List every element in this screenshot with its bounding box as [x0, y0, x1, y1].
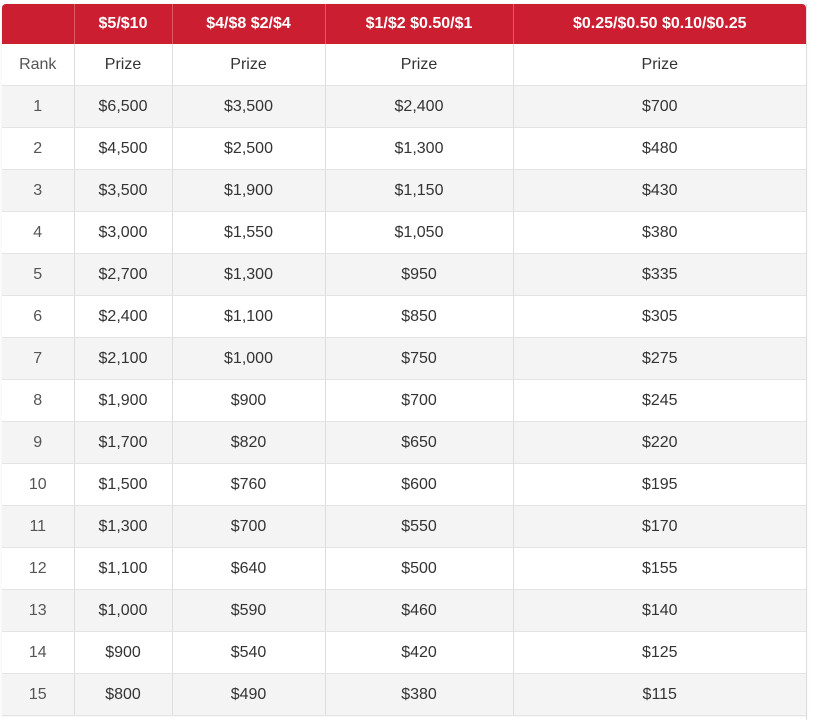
prize-cell-5-10: $1,500: [74, 464, 172, 506]
prize-column-header: Prize: [74, 44, 172, 86]
table-row: [2, 590, 806, 632]
table-row: [2, 506, 806, 548]
rank-column-header: Rank: [2, 44, 74, 86]
header-corner-cell: [2, 4, 74, 44]
prize-cell-025-050-010-025: $245: [513, 380, 806, 422]
rank-cell: 12: [2, 548, 74, 590]
table-row: [2, 548, 806, 590]
stakes-header-4-8-2-4: $4/$8 $2/$4: [172, 4, 325, 44]
rank-cell: 15: [2, 674, 74, 716]
prize-cell-5-10: $3,500: [74, 170, 172, 212]
rank-cell: 11: [2, 506, 74, 548]
table-row: [2, 212, 806, 254]
prize-cell-5-10: $2,700: [74, 254, 172, 296]
prize-cell-4-8-2-4: $1,900: [172, 170, 325, 212]
rank-cell: 8: [2, 380, 74, 422]
prize-cell-5-10: $4,500: [74, 128, 172, 170]
rank-cell: 2: [2, 128, 74, 170]
rank-cell: 1: [2, 86, 74, 128]
rank-cell: 3: [2, 170, 74, 212]
prize-cell-4-8-2-4: $820: [172, 422, 325, 464]
rank-cell: 4: [2, 212, 74, 254]
subheader-row: [2, 44, 806, 86]
prize-cell-1-2-050-1: $460: [325, 590, 513, 632]
prize-cell-1-2-050-1: $1,150: [325, 170, 513, 212]
table-row: [2, 128, 806, 170]
prize-cell-025-050-010-025: $380: [513, 212, 806, 254]
table-row: [2, 338, 806, 380]
prize-column-header: Prize: [325, 44, 513, 86]
prize-cell-1-2-050-1: $420: [325, 632, 513, 674]
prize-cell-4-8-2-4: $700: [172, 506, 325, 548]
prize-cell-5-10: $1,300: [74, 506, 172, 548]
table-row: [2, 254, 806, 296]
prize-cell-025-050-010-025: $305: [513, 296, 806, 338]
prize-cell-4-8-2-4: $640: [172, 548, 325, 590]
prize-cell-025-050-010-025: $430: [513, 170, 806, 212]
prize-cell-4-8-2-4: $900: [172, 380, 325, 422]
stakes-header-025-050-010-025: $0.25/$0.50 $0.10/$0.25: [513, 4, 806, 44]
stakes-header-row: [2, 4, 806, 44]
prize-cell-4-8-2-4: $1,000: [172, 338, 325, 380]
prize-cell-5-10: $800: [74, 674, 172, 716]
prize-cell-025-050-010-025: $700: [513, 86, 806, 128]
prize-cell-4-8-2-4: $2,500: [172, 128, 325, 170]
prize-cell-1-2-050-1: $1,300: [325, 128, 513, 170]
prize-cell-4-8-2-4: $1,300: [172, 254, 325, 296]
prize-cell-4-8-2-4: $1,100: [172, 296, 325, 338]
prize-cell-4-8-2-4: $3,500: [172, 86, 325, 128]
prize-cell-5-10: $3,000: [74, 212, 172, 254]
prize-column-header: Prize: [513, 44, 806, 86]
rank-cell: 7: [2, 338, 74, 380]
prize-cell-025-050-010-025: $125: [513, 632, 806, 674]
prize-table: [2, 4, 806, 716]
prize-cell-5-10: $1,000: [74, 590, 172, 632]
table-row: [2, 464, 806, 506]
prize-cell-1-2-050-1: $850: [325, 296, 513, 338]
stakes-header-1-2-050-1: $1/$2 $0.50/$1: [325, 4, 513, 44]
prize-cell-5-10: $1,100: [74, 548, 172, 590]
prize-cell-1-2-050-1: $2,400: [325, 86, 513, 128]
prize-cell-025-050-010-025: $335: [513, 254, 806, 296]
prize-cell-5-10: $1,700: [74, 422, 172, 464]
prize-cell-1-2-050-1: $500: [325, 548, 513, 590]
prize-cell-4-8-2-4: $490: [172, 674, 325, 716]
prize-cell-025-050-010-025: $140: [513, 590, 806, 632]
table-row: [2, 296, 806, 338]
table-row: [2, 674, 806, 716]
prize-cell-1-2-050-1: $650: [325, 422, 513, 464]
rank-cell: 14: [2, 632, 74, 674]
stakes-header-5-10: $5/$10: [74, 4, 172, 44]
prize-cell-025-050-010-025: $170: [513, 506, 806, 548]
table-row: [2, 170, 806, 212]
prize-cell-1-2-050-1: $950: [325, 254, 513, 296]
prize-cell-5-10: $900: [74, 632, 172, 674]
prize-cell-5-10: $6,500: [74, 86, 172, 128]
table-row: [2, 86, 806, 128]
prize-cell-4-8-2-4: $590: [172, 590, 325, 632]
rank-cell: 10: [2, 464, 74, 506]
prize-cell-4-8-2-4: $540: [172, 632, 325, 674]
prize-cell-025-050-010-025: $275: [513, 338, 806, 380]
prize-cell-5-10: $1,900: [74, 380, 172, 422]
prize-cell-4-8-2-4: $760: [172, 464, 325, 506]
prize-cell-1-2-050-1: $750: [325, 338, 513, 380]
prize-cell-025-050-010-025: $115: [513, 674, 806, 716]
prize-table-container: [2, 4, 806, 716]
prize-column-header: Prize: [172, 44, 325, 86]
prize-cell-025-050-010-025: $195: [513, 464, 806, 506]
prize-cell-1-2-050-1: $600: [325, 464, 513, 506]
rank-cell: 6: [2, 296, 74, 338]
rank-cell: 13: [2, 590, 74, 632]
prize-cell-1-2-050-1: $1,050: [325, 212, 513, 254]
table-row: [2, 422, 806, 464]
prize-cell-4-8-2-4: $1,550: [172, 212, 325, 254]
table-row: [2, 380, 806, 422]
table-row: [2, 632, 806, 674]
prize-cell-5-10: $2,400: [74, 296, 172, 338]
rank-cell: 5: [2, 254, 74, 296]
prize-cell-1-2-050-1: $700: [325, 380, 513, 422]
rank-cell: 9: [2, 422, 74, 464]
prize-cell-1-2-050-1: $380: [325, 674, 513, 716]
prize-cell-025-050-010-025: $480: [513, 128, 806, 170]
prize-cell-025-050-010-025: $220: [513, 422, 806, 464]
prize-cell-1-2-050-1: $550: [325, 506, 513, 548]
prize-cell-5-10: $2,100: [74, 338, 172, 380]
prize-cell-025-050-010-025: $155: [513, 548, 806, 590]
table-right-edge-divider: [806, 4, 807, 720]
